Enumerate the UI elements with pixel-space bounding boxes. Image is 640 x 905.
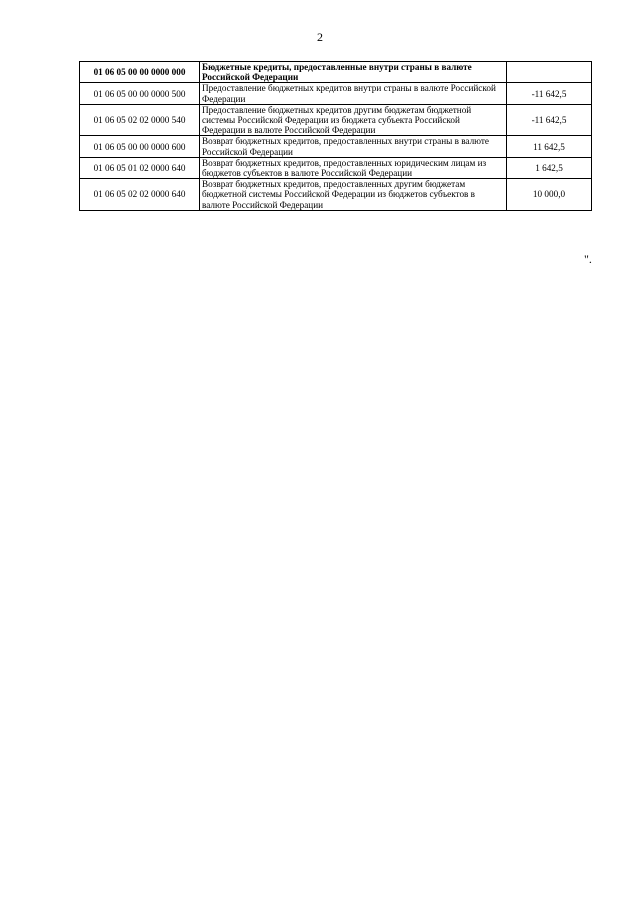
budget-code-cell: 01 06 05 02 02 0000 540 <box>80 104 200 136</box>
amount-cell: -11 642,5 <box>507 104 592 136</box>
budget-code-cell: 01 06 05 00 00 0000 600 <box>80 136 200 157</box>
table-row <box>80 179 592 211</box>
description-cell: Бюджетные кредиты, предоставленные внутри страны в валюте Российской Федерации <box>200 62 507 83</box>
description-cell: Возврат бюджетных кредитов, предоставленных юридическим лицам из бюджетов субъектов в валюте Российской Федерации <box>200 157 507 178</box>
page-number: 2 <box>317 30 323 44</box>
closing-quote-mark: ". <box>584 252 592 266</box>
budget-code-cell: 01 06 05 01 02 0000 640 <box>80 157 200 178</box>
description-cell: Возврат бюджетных кредитов, предоставленных внутри страны в валюте Российской Федерации <box>200 136 507 157</box>
table-row <box>80 136 592 157</box>
amount-cell: 11 642,5 <box>507 136 592 157</box>
budget-code-cell: 01 06 05 00 00 0000 500 <box>80 83 200 104</box>
description-cell: Возврат бюджетных кредитов, предоставленных другим бюджетам бюджетной системы Российской Федерации из бюджетов субъектов в валюте Российской Федерации <box>200 179 507 211</box>
table-row <box>80 157 592 178</box>
budget-code-cell: 01 06 05 00 00 0000 000 <box>80 62 200 83</box>
amount-cell: 1 642,5 <box>507 157 592 178</box>
amount-cell <box>507 62 592 83</box>
amount-cell: -11 642,5 <box>507 83 592 104</box>
budget-sources-table <box>79 61 592 211</box>
budget-code-cell: 01 06 05 02 02 0000 640 <box>80 179 200 211</box>
table-row <box>80 62 592 83</box>
table-row <box>80 104 592 136</box>
description-cell: Предоставление бюджетных кредитов другим бюджетам бюджетной системы Российской Федерации из бюджета субъекта Российской Федерации в валюте Российской Федерации <box>200 104 507 136</box>
description-cell: Предоставление бюджетных кредитов внутри страны в валюте Российской Федерации <box>200 83 507 104</box>
table-row <box>80 83 592 104</box>
amount-cell: 10 000,0 <box>507 179 592 211</box>
